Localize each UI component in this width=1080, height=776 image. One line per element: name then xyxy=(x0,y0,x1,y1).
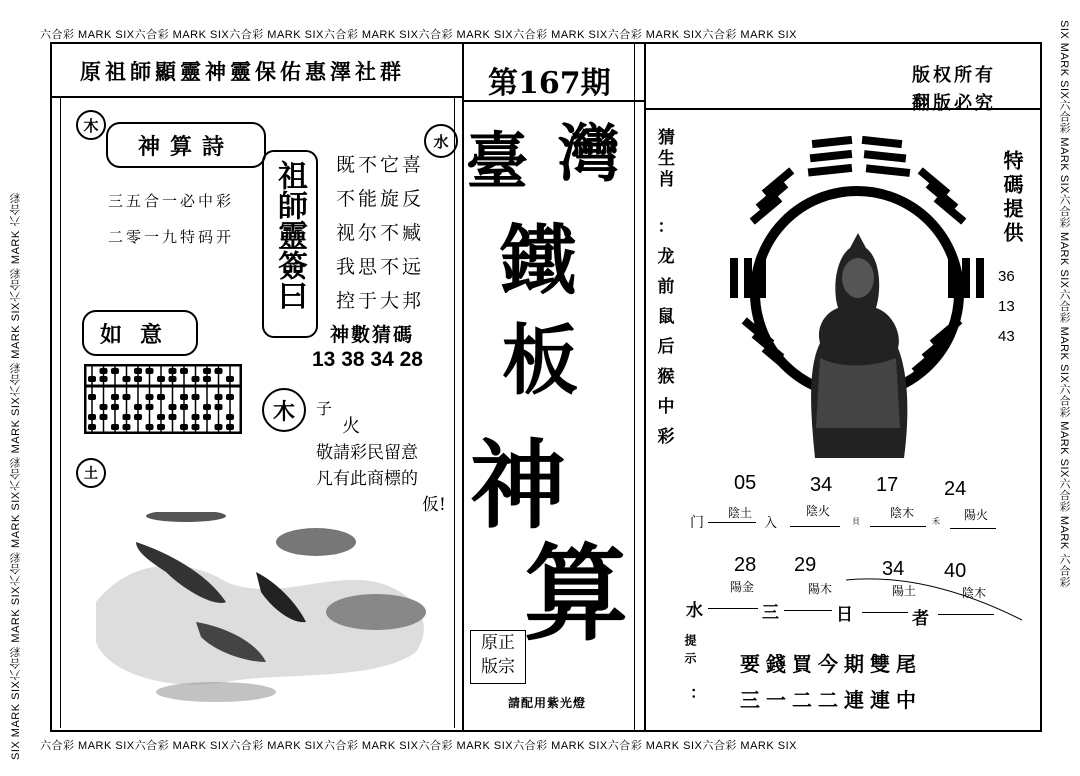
row2-number-1: 28 xyxy=(734,554,757,576)
left-inner-border xyxy=(60,98,61,728)
abacus-bead xyxy=(203,376,211,382)
notice-line-3: 仮! xyxy=(422,495,446,515)
row2-number-3: 34 xyxy=(882,558,905,580)
copyright-line-1: 版权所有 xyxy=(912,65,996,86)
title-char-2: 灣 xyxy=(558,117,621,190)
row1-number-4: 24 xyxy=(944,478,967,500)
row1-char-1: 门 xyxy=(690,515,704,531)
abacus-bead xyxy=(157,414,165,420)
copyright-line-2: 翻版必究 xyxy=(912,93,996,114)
zodiac-line-8: 彩 xyxy=(657,427,675,447)
seal-line-2: 版宗 xyxy=(481,657,515,677)
zi-label: 子 xyxy=(316,399,333,418)
zodiac-line-2: 龙 xyxy=(657,247,675,267)
divider-right-inner xyxy=(634,42,635,732)
row1-element-4: 陽火 xyxy=(964,508,989,522)
abacus-bead xyxy=(226,424,234,430)
koi-illustration xyxy=(76,512,446,722)
row2-rule-2 xyxy=(784,610,832,611)
row2-element-4: 陰木 xyxy=(962,586,987,600)
divider-left xyxy=(462,42,464,732)
tip-colon: ： xyxy=(690,683,707,702)
tip-line-1: 要錢買今期雙尾 xyxy=(740,652,922,676)
row1-element-2: 陰火 xyxy=(806,504,831,518)
abacus-icon xyxy=(84,364,242,434)
abacus-bead xyxy=(157,424,165,430)
title-char-3: 鐵 xyxy=(500,216,576,305)
verse-block xyxy=(336,148,424,318)
abacus-bead xyxy=(134,376,142,382)
abacus-bead xyxy=(100,404,108,410)
tip-line-2: 三一二二連連中 xyxy=(740,688,922,712)
title-char-6: 算 xyxy=(524,532,629,655)
zodiac-line-1: ： xyxy=(657,217,675,237)
huo-label: 火 xyxy=(342,416,360,437)
row1-rule-1 xyxy=(708,522,756,523)
poem-title: 神算詩 xyxy=(106,122,266,168)
abacus-bead xyxy=(111,404,119,410)
guess-zodiac-label: 猜生肖 xyxy=(654,128,674,191)
zodiac-line-6: 猴 xyxy=(657,367,675,387)
row1-rule-2 xyxy=(790,526,840,527)
ruyi-label: 如意 xyxy=(82,310,198,356)
abacus-bead xyxy=(169,414,177,420)
tip-block xyxy=(740,646,922,718)
row1-number-2: 34 xyxy=(810,474,833,496)
abacus-bead xyxy=(215,404,223,410)
abacus-bead xyxy=(215,424,223,430)
abacus-bead xyxy=(226,376,234,382)
abacus-bead xyxy=(180,424,188,430)
poem-line-1: 三五合一必中彩 xyxy=(108,192,235,210)
abacus-bead xyxy=(180,394,188,400)
abacus-bead xyxy=(134,414,142,420)
left-header-rule xyxy=(50,96,464,98)
abacus-bead xyxy=(157,394,165,400)
row1-number-3: 17 xyxy=(876,474,899,496)
abacus-bead xyxy=(226,394,234,400)
tip-label: 提示 xyxy=(683,634,697,670)
abacus-bead xyxy=(123,414,131,420)
abacus-bead xyxy=(134,404,142,410)
special-number-1: 36 xyxy=(998,268,1015,285)
row1-element-1: 陰土 xyxy=(728,506,753,520)
left-inner-border-r xyxy=(454,98,455,728)
abacus-bead xyxy=(169,376,177,382)
row1-rule-4 xyxy=(950,528,996,529)
abacus-bead xyxy=(180,368,188,374)
special-number-2: 13 xyxy=(998,298,1015,315)
abacus-bead xyxy=(146,404,154,410)
abacus-bead xyxy=(88,376,96,382)
row2-char-1: 水 xyxy=(686,601,703,621)
abacus-bead xyxy=(111,394,119,400)
row2-curve xyxy=(846,574,1026,624)
abacus-bead xyxy=(226,414,234,420)
row1-char-2: 入 xyxy=(764,516,778,531)
zodiac-block xyxy=(654,212,678,452)
abacus-bead xyxy=(192,376,200,382)
special-numbers xyxy=(998,262,1015,352)
zodiac-line-4: 鼠 xyxy=(657,307,675,327)
abacus-bead xyxy=(169,368,177,374)
abacus-bead xyxy=(146,424,154,430)
abacus-bead xyxy=(203,404,211,410)
row1-number-1: 05 xyxy=(734,472,757,494)
authentic-seal xyxy=(470,630,526,684)
abacus-bead xyxy=(88,394,96,400)
bottom-watermark: 六合彩 MARK SIX六合彩 MARK SIX六合彩 MARK SIX六合彩 MARK SIX六合彩 MARK SIX六合彩 MARK SIX六合彩 MARK SIX六合彩 MARK SIX xyxy=(40,740,797,752)
row2-char-3: 日 xyxy=(836,605,853,625)
divider-right xyxy=(644,42,646,732)
abacus-bead xyxy=(123,394,131,400)
row1-char-4: 禾 xyxy=(932,517,940,526)
abacus-bead xyxy=(88,424,96,430)
top-watermark: 六合彩 MARK SIX六合彩 MARK SIX六合彩 MARK SIX六合彩 MARK SIX六合彩 MARK SIX六合彩 MARK SIX六合彩 MARK SIX六合彩 MARK SIX xyxy=(40,29,797,41)
seal-line-1: 原正 xyxy=(481,633,515,653)
guess-label: 神數猜碼 xyxy=(330,324,415,346)
abacus-bead xyxy=(146,394,154,400)
verse-line-3: 视尔不臧 xyxy=(336,222,425,244)
abacus-bead xyxy=(215,368,223,374)
row1-char-3: 貝 xyxy=(852,517,860,526)
abacus-bead xyxy=(134,368,142,374)
uv-light-note: 請配用紫光燈 xyxy=(508,696,587,710)
bagua-deity-illustration xyxy=(720,128,990,468)
title-char-1: 臺 xyxy=(466,125,529,198)
left-watermark: SIX MARK SIX六合彩 MARK SIX六合彩 MARK SIX六合彩 MARK SIX六合彩 MARK SIX六合彩 MARK 六合彩 xyxy=(10,192,22,760)
notice-line-2: 凡有此商標的 xyxy=(316,469,418,489)
row1-rule-3 xyxy=(870,526,926,527)
verse-line-5: 控于大邦 xyxy=(336,290,425,312)
row2-char-2: 三 xyxy=(762,603,779,623)
verse-line-2: 不能旋反 xyxy=(336,188,425,210)
row2-rule-1 xyxy=(708,608,758,609)
right-watermark: SIX MARK SIX六合彩 MARK SIX六合彩 MARK SIX六合彩 MARK SIX六合彩 MARK SIX六合彩 MARK 六合彩 xyxy=(1058,20,1070,588)
notice-block xyxy=(316,440,446,518)
zodiac-line-5: 后 xyxy=(657,337,675,357)
wood-badge: 木 xyxy=(76,110,106,140)
row1-element-3: 陰木 xyxy=(890,506,915,520)
abacus-bead xyxy=(169,404,177,410)
water-badge: 水 xyxy=(424,124,458,158)
abacus-bead xyxy=(100,376,108,382)
poem-line-2: 二零一九特码开 xyxy=(108,228,235,246)
wood-circle: 木 xyxy=(262,388,306,432)
issue-number: 第167期 xyxy=(488,66,611,101)
abacus-bead xyxy=(100,414,108,420)
special-code-label: 特碼提供 xyxy=(1000,150,1024,246)
earth-badge: 土 xyxy=(76,458,106,488)
row2-element-2: 陽木 xyxy=(808,582,833,596)
left-header: 原祖師顯靈神靈保佑惠澤社群 xyxy=(80,59,405,84)
abacus-bead xyxy=(192,424,200,430)
title-char-5: 神 xyxy=(470,429,566,542)
copyright-block xyxy=(912,62,996,118)
title-char-4: 板 xyxy=(502,316,578,405)
row2-number-4: 40 xyxy=(944,560,967,582)
row2-element-3: 陽土 xyxy=(892,584,917,598)
zodiac-line-7: 中 xyxy=(657,397,675,417)
guess-numbers: 13 38 34 28 xyxy=(312,348,423,371)
special-number-3: 43 xyxy=(998,328,1015,345)
verse-line-4: 我思不远 xyxy=(336,256,425,278)
verse-line-1: 既不它喜 xyxy=(336,154,425,176)
abacus-bead xyxy=(203,368,211,374)
abacus-bead xyxy=(157,376,165,382)
abacus-bead xyxy=(192,394,200,400)
abacus-bead xyxy=(88,414,96,420)
notice-line-1: 敬請彩民留意 xyxy=(316,443,418,463)
abacus-bead xyxy=(180,404,188,410)
row2-element-1: 陽金 xyxy=(730,580,755,594)
abacus-bead xyxy=(111,424,119,430)
abacus-bead xyxy=(146,368,154,374)
row2-number-2: 29 xyxy=(794,554,817,576)
abacus-bead xyxy=(123,376,131,382)
row2-char-4: 者 xyxy=(912,609,929,629)
abacus-bead xyxy=(192,414,200,420)
abacus-bead xyxy=(123,424,131,430)
abacus-bead xyxy=(100,368,108,374)
abacus-bead xyxy=(111,368,119,374)
abacus-bead xyxy=(203,414,211,420)
ancestor-label: 祖師靈簽曰 xyxy=(272,160,307,310)
abacus-bead xyxy=(215,394,223,400)
zodiac-line-3: 前 xyxy=(657,277,675,297)
